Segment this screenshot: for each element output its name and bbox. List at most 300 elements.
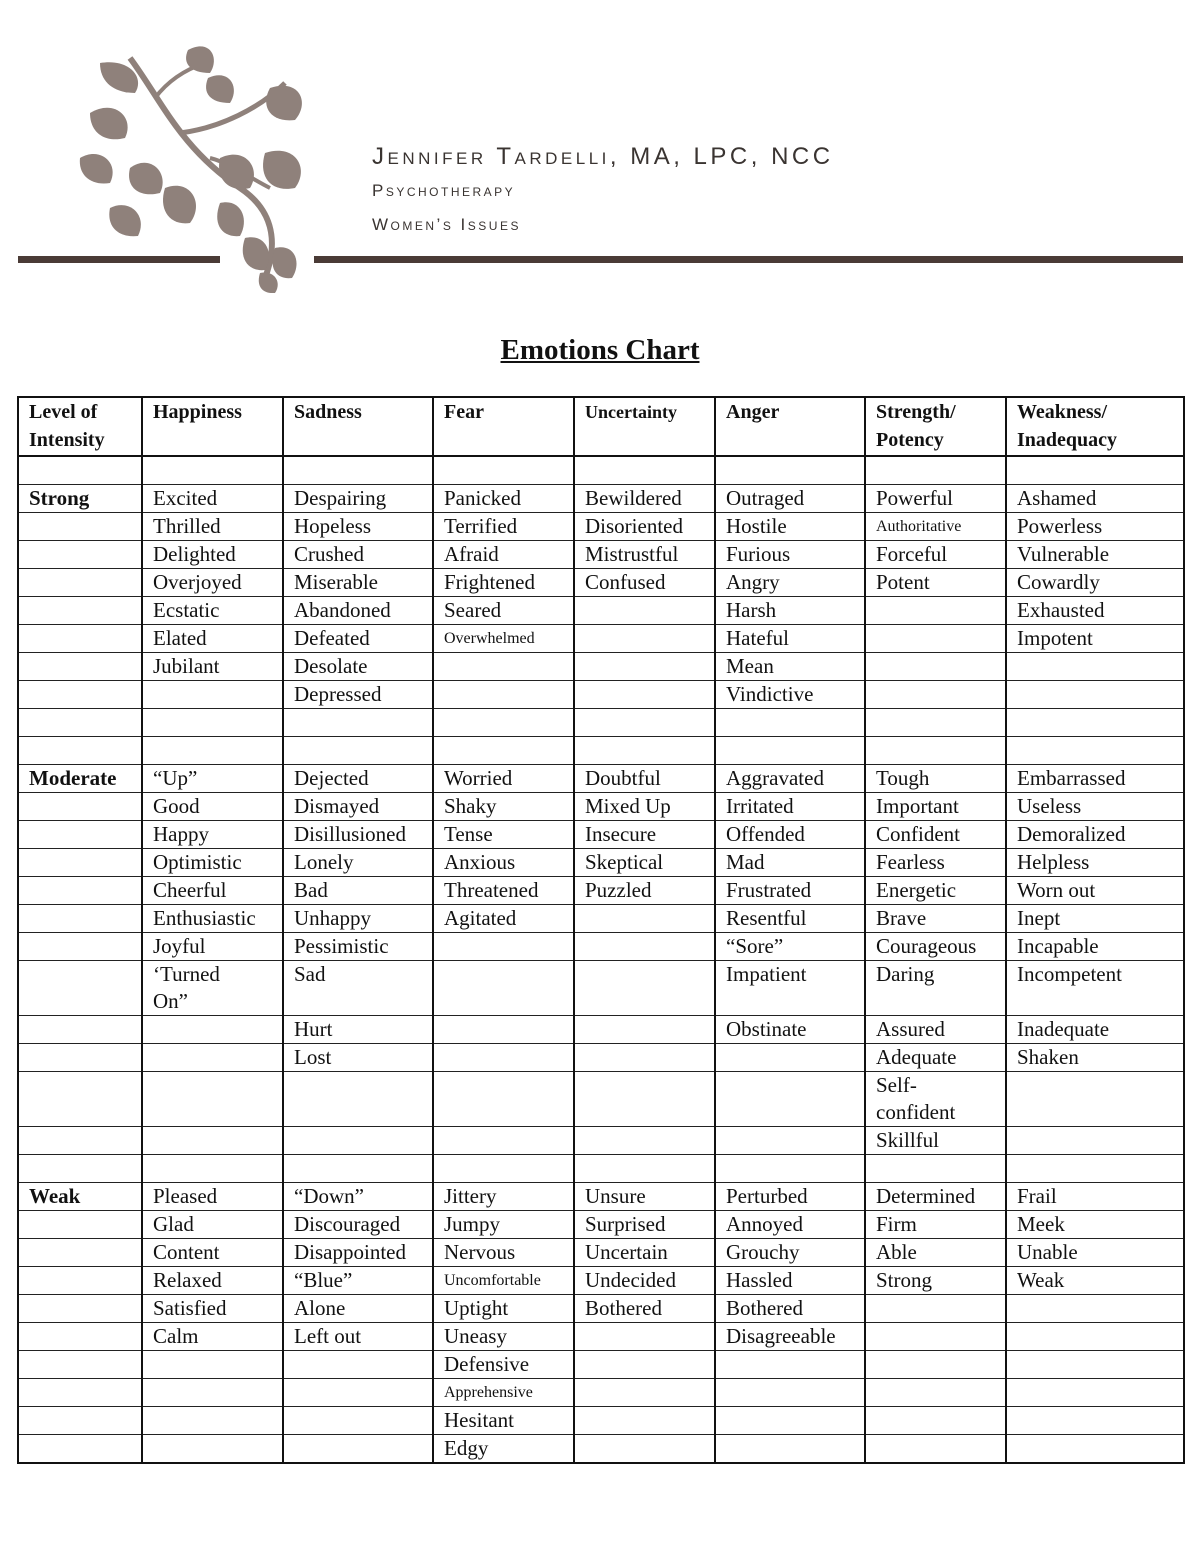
table-row	[18, 1351, 1184, 1379]
emotion-cell	[142, 1379, 283, 1407]
intensity-level-cell	[18, 821, 142, 849]
emotion-cell: Skillful	[865, 1127, 1006, 1155]
emotion-cell: Threatened	[433, 877, 574, 905]
intensity-level-cell	[18, 793, 142, 821]
emotion-cell	[1006, 737, 1184, 765]
emotion-cell: Pessimistic	[283, 933, 433, 961]
intensity-level-cell	[18, 933, 142, 961]
emotion-cell	[574, 625, 715, 653]
emotion-cell	[433, 1155, 574, 1183]
emotion-cell: Hesitant	[433, 1407, 574, 1435]
emotion-cell: Irritated	[715, 793, 865, 821]
intensity-level-cell	[18, 1155, 142, 1183]
letterhead-line-2: Women’s Issues	[372, 215, 521, 234]
emotion-cell: Disillusioned	[283, 821, 433, 849]
emotion-cell: Abandoned	[283, 597, 433, 625]
emotion-cell	[574, 1379, 715, 1407]
emotion-cell: Elated	[142, 625, 283, 653]
emotion-cell: Defensive	[433, 1351, 574, 1379]
emotion-cell: Resentful	[715, 905, 865, 933]
emotion-cell: Depressed	[283, 681, 433, 709]
emotion-cell	[574, 1155, 715, 1183]
emotion-cell: Vulnerable	[1006, 541, 1184, 569]
emotion-cell: Outraged	[715, 485, 865, 513]
emotion-cell	[142, 709, 283, 737]
table-row	[18, 1155, 1184, 1183]
emotion-cell: Nervous	[433, 1239, 574, 1267]
emotion-cell	[865, 1295, 1006, 1323]
intensity-level-cell	[18, 1239, 142, 1267]
table-row	[18, 737, 1184, 765]
intensity-level-cell	[18, 513, 142, 541]
emotion-cell: Aggravated	[715, 765, 865, 793]
emotion-cell	[433, 961, 574, 1016]
table-row	[18, 456, 1184, 485]
emotion-cell	[865, 1155, 1006, 1183]
table-row	[18, 1211, 1184, 1239]
intensity-level-cell	[18, 1407, 142, 1435]
emotion-cell: Able	[865, 1239, 1006, 1267]
emotion-cell: Delighted	[142, 541, 283, 569]
emotion-cell	[142, 1072, 283, 1127]
emotion-cell: Unable	[1006, 1239, 1184, 1267]
emotion-cell: Hopeless	[283, 513, 433, 541]
emotion-cell: ‘Turned On”	[142, 961, 283, 1016]
emotion-cell: Assured	[865, 1016, 1006, 1044]
emotion-cell	[865, 1435, 1006, 1464]
intensity-level-cell	[18, 1072, 142, 1127]
emotion-cell	[715, 1072, 865, 1127]
emotion-cell	[574, 1044, 715, 1072]
column-header: Sadness	[283, 397, 433, 456]
intensity-level-cell	[18, 541, 142, 569]
emotion-cell: Insecure	[574, 821, 715, 849]
emotion-cell	[433, 456, 574, 485]
emotion-cell: Jubilant	[142, 653, 283, 681]
table-row	[18, 1323, 1184, 1351]
intensity-level-cell	[18, 681, 142, 709]
emotion-cell: Impotent	[1006, 625, 1184, 653]
intensity-level-cell	[18, 1267, 142, 1295]
emotion-cell	[142, 1016, 283, 1044]
emotion-cell: Fearless	[865, 849, 1006, 877]
emotion-cell: Lonely	[283, 849, 433, 877]
intensity-level-cell	[18, 1351, 142, 1379]
emotion-cell: Vindictive	[715, 681, 865, 709]
table-row	[18, 485, 1184, 513]
emotion-cell	[1006, 709, 1184, 737]
intensity-level-cell	[18, 877, 142, 905]
emotion-cell	[142, 737, 283, 765]
emotion-cell: Tense	[433, 821, 574, 849]
emotion-cell: Satisfied	[142, 1295, 283, 1323]
emotion-cell: Enthusiastic	[142, 905, 283, 933]
emotion-cell	[283, 737, 433, 765]
emotion-cell: Powerful	[865, 485, 1006, 513]
table-row	[18, 793, 1184, 821]
emotion-cell	[574, 1323, 715, 1351]
emotion-cell: Happy	[142, 821, 283, 849]
column-header: Anger	[715, 397, 865, 456]
intensity-level-cell	[18, 625, 142, 653]
emotion-cell: Embarrassed	[1006, 765, 1184, 793]
emotion-cell: Frustrated	[715, 877, 865, 905]
intensity-level-cell	[18, 1044, 142, 1072]
emotion-cell: Strong	[865, 1267, 1006, 1295]
emotion-cell: Worried	[433, 765, 574, 793]
emotion-cell: Self- confident	[865, 1072, 1006, 1127]
emotion-cell: Hurt	[283, 1016, 433, 1044]
emotion-cell: Courageous	[865, 933, 1006, 961]
emotion-cell: Inadequate	[1006, 1016, 1184, 1044]
emotion-cell	[715, 709, 865, 737]
table-row	[18, 961, 1184, 1016]
emotion-cell	[433, 653, 574, 681]
table-row	[18, 541, 1184, 569]
document-title-wrap	[0, 334, 1200, 367]
emotion-cell: Pleased	[142, 1183, 283, 1211]
document-title: Emotions Chart	[500, 334, 700, 366]
emotion-cell	[1006, 1155, 1184, 1183]
table-row	[18, 1435, 1184, 1464]
emotion-cell	[1006, 1407, 1184, 1435]
table-row	[18, 597, 1184, 625]
emotion-cell	[1006, 1072, 1184, 1127]
emotion-cell	[574, 1351, 715, 1379]
emotion-cell	[574, 905, 715, 933]
emotion-cell	[715, 1044, 865, 1072]
emotion-cell	[283, 1435, 433, 1464]
emotion-cell	[865, 1323, 1006, 1351]
emotion-cell: Cowardly	[1006, 569, 1184, 597]
emotion-cell: Impatient	[715, 961, 865, 1016]
emotion-cell: Uptight	[433, 1295, 574, 1323]
emotion-cell: Forceful	[865, 541, 1006, 569]
emotion-cell: Obstinate	[715, 1016, 865, 1044]
emotion-cell: Ecstatic	[142, 597, 283, 625]
intensity-level-cell	[18, 1127, 142, 1155]
emotion-cell	[433, 1044, 574, 1072]
intensity-level-cell	[18, 1016, 142, 1044]
emotion-cell	[1006, 1379, 1184, 1407]
emotion-cell: Apprehensive	[433, 1379, 574, 1407]
emotion-cell: Excited	[142, 485, 283, 513]
emotion-cell: Incapable	[1006, 933, 1184, 961]
intensity-level-cell	[18, 905, 142, 933]
emotion-cell: Disoriented	[574, 513, 715, 541]
emotion-cell	[283, 1407, 433, 1435]
emotion-cell: Overwhelmed	[433, 625, 574, 653]
intensity-level-cell	[18, 849, 142, 877]
column-header: Weakness/ Inadequacy	[1006, 397, 1184, 456]
emotion-cell: Exhausted	[1006, 597, 1184, 625]
column-header: Strength/ Potency	[865, 397, 1006, 456]
emotion-cell: “Up”	[142, 765, 283, 793]
emotion-cell: Ashamed	[1006, 485, 1184, 513]
intensity-level-cell	[18, 709, 142, 737]
emotion-cell: Panicked	[433, 485, 574, 513]
emotion-cell: Alone	[283, 1295, 433, 1323]
emotion-cell: Joyful	[142, 933, 283, 961]
emotion-cell: Agitated	[433, 905, 574, 933]
letterhead-name: Jennifer Tardelli, MA, LPC, NCC	[372, 143, 834, 170]
emotion-cell: Incompetent	[1006, 961, 1184, 1016]
emotion-cell: Surprised	[574, 1211, 715, 1239]
emotion-cell	[283, 1155, 433, 1183]
emotion-cell: Shaken	[1006, 1044, 1184, 1072]
emotion-cell	[142, 1351, 283, 1379]
emotion-cell: Doubtful	[574, 765, 715, 793]
emotion-cell: Jumpy	[433, 1211, 574, 1239]
table-row	[18, 513, 1184, 541]
column-header: Fear	[433, 397, 574, 456]
table-row	[18, 1407, 1184, 1435]
emotion-cell	[715, 1351, 865, 1379]
emotion-cell	[574, 709, 715, 737]
emotion-cell: Daring	[865, 961, 1006, 1016]
emotion-cell	[142, 456, 283, 485]
emotion-cell	[865, 681, 1006, 709]
emotion-cell: Useless	[1006, 793, 1184, 821]
emotion-cell	[142, 1127, 283, 1155]
column-header: Level of Intensity	[18, 397, 142, 456]
intensity-level-cell	[18, 653, 142, 681]
emotion-cell: Confident	[865, 821, 1006, 849]
emotion-cell: Potent	[865, 569, 1006, 597]
intensity-level-cell	[18, 1435, 142, 1464]
emotion-cell: Dejected	[283, 765, 433, 793]
emotion-cell: Jittery	[433, 1183, 574, 1211]
emotion-cell	[574, 1127, 715, 1155]
emotion-cell	[865, 1407, 1006, 1435]
intensity-level-cell	[18, 1211, 142, 1239]
emotion-cell: Overjoyed	[142, 569, 283, 597]
emotion-cell: Mad	[715, 849, 865, 877]
intensity-level-cell: Moderate	[18, 765, 142, 793]
header-rule-left	[18, 256, 220, 263]
emotion-cell: “Sore”	[715, 933, 865, 961]
table-row	[18, 653, 1184, 681]
emotion-cell: Hostile	[715, 513, 865, 541]
table-row	[18, 681, 1184, 709]
table-row	[18, 933, 1184, 961]
emotion-cell	[715, 456, 865, 485]
emotion-cell	[283, 1351, 433, 1379]
emotion-cell	[142, 1435, 283, 1464]
emotion-cell	[433, 681, 574, 709]
emotion-cell: Shaky	[433, 793, 574, 821]
leaf-branch-logo	[70, 38, 340, 293]
emotion-cell: Mistrustful	[574, 541, 715, 569]
header-rule-right	[314, 256, 1183, 263]
emotion-cell	[715, 1127, 865, 1155]
emotion-cell: Discouraged	[283, 1211, 433, 1239]
table-row	[18, 1379, 1184, 1407]
emotion-cell	[574, 961, 715, 1016]
table-row	[18, 1295, 1184, 1323]
emotion-cell: “Blue”	[283, 1267, 433, 1295]
emotion-cell: Bothered	[715, 1295, 865, 1323]
emotion-cell	[283, 1379, 433, 1407]
emotion-cell: Offended	[715, 821, 865, 849]
emotion-cell	[1006, 653, 1184, 681]
table-row	[18, 821, 1184, 849]
emotion-cell: Demoralized	[1006, 821, 1184, 849]
emotion-cell: Disagreeable	[715, 1323, 865, 1351]
emotion-cell: Frail	[1006, 1183, 1184, 1211]
emotion-cell: Terrified	[433, 513, 574, 541]
emotion-cell: Weak	[1006, 1267, 1184, 1295]
emotion-cell	[574, 597, 715, 625]
emotion-cell: Confused	[574, 569, 715, 597]
emotion-cell	[433, 1127, 574, 1155]
table-row	[18, 1239, 1184, 1267]
emotion-cell: Determined	[865, 1183, 1006, 1211]
emotion-cell: Left out	[283, 1323, 433, 1351]
table-header-row	[18, 397, 1184, 456]
emotion-cell	[865, 625, 1006, 653]
emotions-chart-table	[17, 396, 1185, 1464]
emotion-cell	[1006, 681, 1184, 709]
emotion-cell: Bothered	[574, 1295, 715, 1323]
emotion-cell	[574, 1072, 715, 1127]
emotion-cell: Energetic	[865, 877, 1006, 905]
emotion-cell	[574, 1407, 715, 1435]
emotion-cell: Sad	[283, 961, 433, 1016]
emotion-cell	[574, 681, 715, 709]
emotion-cell: Tough	[865, 765, 1006, 793]
emotion-cell: Unhappy	[283, 905, 433, 933]
emotion-cell: Authoritative	[865, 513, 1006, 541]
letterhead-line-1: Psychotherapy	[372, 181, 516, 200]
emotion-cell	[715, 737, 865, 765]
emotion-cell: Seared	[433, 597, 574, 625]
column-header: Uncertainty	[574, 397, 715, 456]
emotion-cell	[865, 1379, 1006, 1407]
emotion-cell	[142, 1044, 283, 1072]
intensity-level-cell	[18, 1379, 142, 1407]
emotion-cell	[433, 709, 574, 737]
emotion-cell	[433, 1016, 574, 1044]
emotion-cell: Dismayed	[283, 793, 433, 821]
table-row	[18, 1044, 1184, 1072]
emotion-cell	[865, 709, 1006, 737]
table-row	[18, 625, 1184, 653]
emotion-cell: Harsh	[715, 597, 865, 625]
emotion-cell: Puzzled	[574, 877, 715, 905]
emotion-cell	[1006, 1351, 1184, 1379]
intensity-level-cell	[18, 1295, 142, 1323]
intensity-level-cell	[18, 597, 142, 625]
emotion-cell: Brave	[865, 905, 1006, 933]
emotion-cell: Anxious	[433, 849, 574, 877]
emotion-cell	[865, 456, 1006, 485]
letterhead	[372, 140, 834, 242]
emotion-cell: Despairing	[283, 485, 433, 513]
emotion-cell: Bewildered	[574, 485, 715, 513]
emotion-cell: Hateful	[715, 625, 865, 653]
table-row	[18, 849, 1184, 877]
emotion-cell	[574, 933, 715, 961]
intensity-level-cell: Strong	[18, 485, 142, 513]
emotion-cell	[283, 709, 433, 737]
emotion-cell	[865, 1351, 1006, 1379]
emotion-cell	[1006, 1127, 1184, 1155]
table-row	[18, 709, 1184, 737]
emotion-cell: Firm	[865, 1211, 1006, 1239]
emotion-cell: Uncomfortable	[433, 1267, 574, 1295]
emotion-cell: Worn out	[1006, 877, 1184, 905]
emotion-cell	[574, 737, 715, 765]
intensity-level-cell	[18, 1323, 142, 1351]
emotion-cell: Uncertain	[574, 1239, 715, 1267]
emotion-cell: Calm	[142, 1323, 283, 1351]
emotion-cell	[865, 597, 1006, 625]
emotion-cell: Furious	[715, 541, 865, 569]
emotion-cell	[715, 1155, 865, 1183]
emotion-cell: Grouchy	[715, 1239, 865, 1267]
emotion-cell	[715, 1379, 865, 1407]
emotion-cell	[142, 1155, 283, 1183]
emotion-cell: Defeated	[283, 625, 433, 653]
emotion-cell: Undecided	[574, 1267, 715, 1295]
emotion-cell: Powerless	[1006, 513, 1184, 541]
intensity-level-cell	[18, 456, 142, 485]
table-row	[18, 765, 1184, 793]
emotion-cell: Good	[142, 793, 283, 821]
emotion-cell: Cheerful	[142, 877, 283, 905]
emotion-cell: Mean	[715, 653, 865, 681]
emotion-cell: Crushed	[283, 541, 433, 569]
intensity-level-cell: Weak	[18, 1183, 142, 1211]
emotion-cell	[574, 456, 715, 485]
intensity-level-cell	[18, 569, 142, 597]
emotion-cell: Desolate	[283, 653, 433, 681]
emotion-cell	[865, 737, 1006, 765]
emotion-cell: Bad	[283, 877, 433, 905]
emotion-cell	[433, 737, 574, 765]
intensity-level-cell	[18, 737, 142, 765]
emotion-cell	[1006, 1435, 1184, 1464]
table-row	[18, 905, 1184, 933]
emotion-cell	[283, 1127, 433, 1155]
emotion-cell: Frightened	[433, 569, 574, 597]
emotion-cell: Angry	[715, 569, 865, 597]
table-row	[18, 1183, 1184, 1211]
table-row	[18, 877, 1184, 905]
emotion-cell: Optimistic	[142, 849, 283, 877]
emotion-cell: Glad	[142, 1211, 283, 1239]
table-row	[18, 1016, 1184, 1044]
emotion-cell	[574, 1016, 715, 1044]
emotion-cell	[283, 1072, 433, 1127]
emotion-cell	[142, 1407, 283, 1435]
emotion-cell	[433, 1072, 574, 1127]
emotion-cell: Afraid	[433, 541, 574, 569]
emotion-cell: Thrilled	[142, 513, 283, 541]
emotion-cell	[715, 1407, 865, 1435]
emotion-cell: Relaxed	[142, 1267, 283, 1295]
emotion-cell	[283, 456, 433, 485]
emotion-cell: Disappointed	[283, 1239, 433, 1267]
emotion-cell: Important	[865, 793, 1006, 821]
emotion-cell	[865, 653, 1006, 681]
emotion-cell: Hassled	[715, 1267, 865, 1295]
emotion-cell: Uneasy	[433, 1323, 574, 1351]
emotion-cell: Adequate	[865, 1044, 1006, 1072]
emotion-cell: Unsure	[574, 1183, 715, 1211]
emotion-cell	[142, 681, 283, 709]
